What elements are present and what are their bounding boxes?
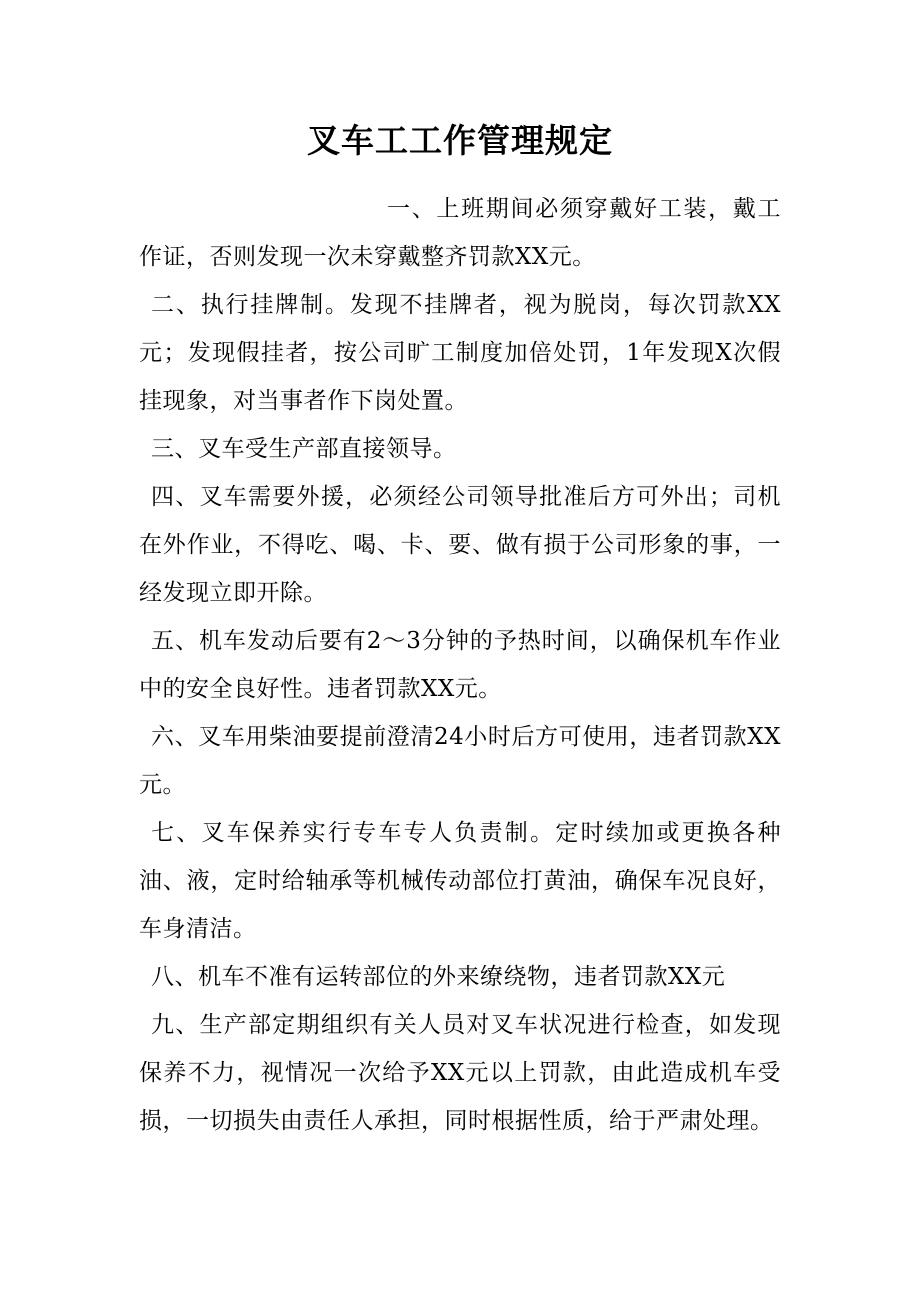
document-title: 叉车工工作管理规定 (307, 121, 613, 160)
rule-paragraph-6: 六、叉车用柴油要提前澄清24小时后方可使用，违者罚款XX元。 (139, 724, 781, 798)
rule-paragraph-9: 九、生产部定期组织有关人员对叉车状况进行检查，如发现保养不力，视情况一次给予XX元以上罚款，由此造成机车受损，一切损失由责任人承担，同时根据性质，给于严肃处理。 (139, 1012, 781, 1134)
document-body (139, 185, 781, 1145)
rule-paragraph-8: 八、机车不准有运转部位的外来缭绕物，违者罚款XX元 (151, 964, 726, 990)
rule-paragraph-7: 七、叉车保养实行专车专人负责制。定时续加或更换各种油、液，定时给轴承等机械传动部位打黄油，确保车况良好，车身清洁。 (139, 820, 781, 942)
rule-paragraph-2: 二、执行挂牌制。发现不挂牌者，视为脱岗，每次罚款XX元；发现假挂者，按公司旷工制度加倍处罚，1年发现X次假挂现象，对当事者作下岗处置。 (139, 292, 781, 414)
rule-paragraph-4: 四、叉车需要外援，必须经公司领导批准后方可外出；司机在外作业，不得吃、喝、卡、要、做有损于公司形象的事，一经发现立即开除。 (139, 484, 781, 606)
rule-paragraph-1: 一、上班期间必须穿戴好工装，戴工作证，否则发现一次未穿戴整齐罚款XX元。 (139, 196, 781, 270)
rule-paragraph-5: 五、机车发动后要有2～3分钟的予热时间，以确保机车作业中的安全良好性。违者罚款XX元。 (139, 628, 781, 702)
rule-paragraph-3: 三、叉车受生产部直接领导。 (151, 436, 457, 462)
